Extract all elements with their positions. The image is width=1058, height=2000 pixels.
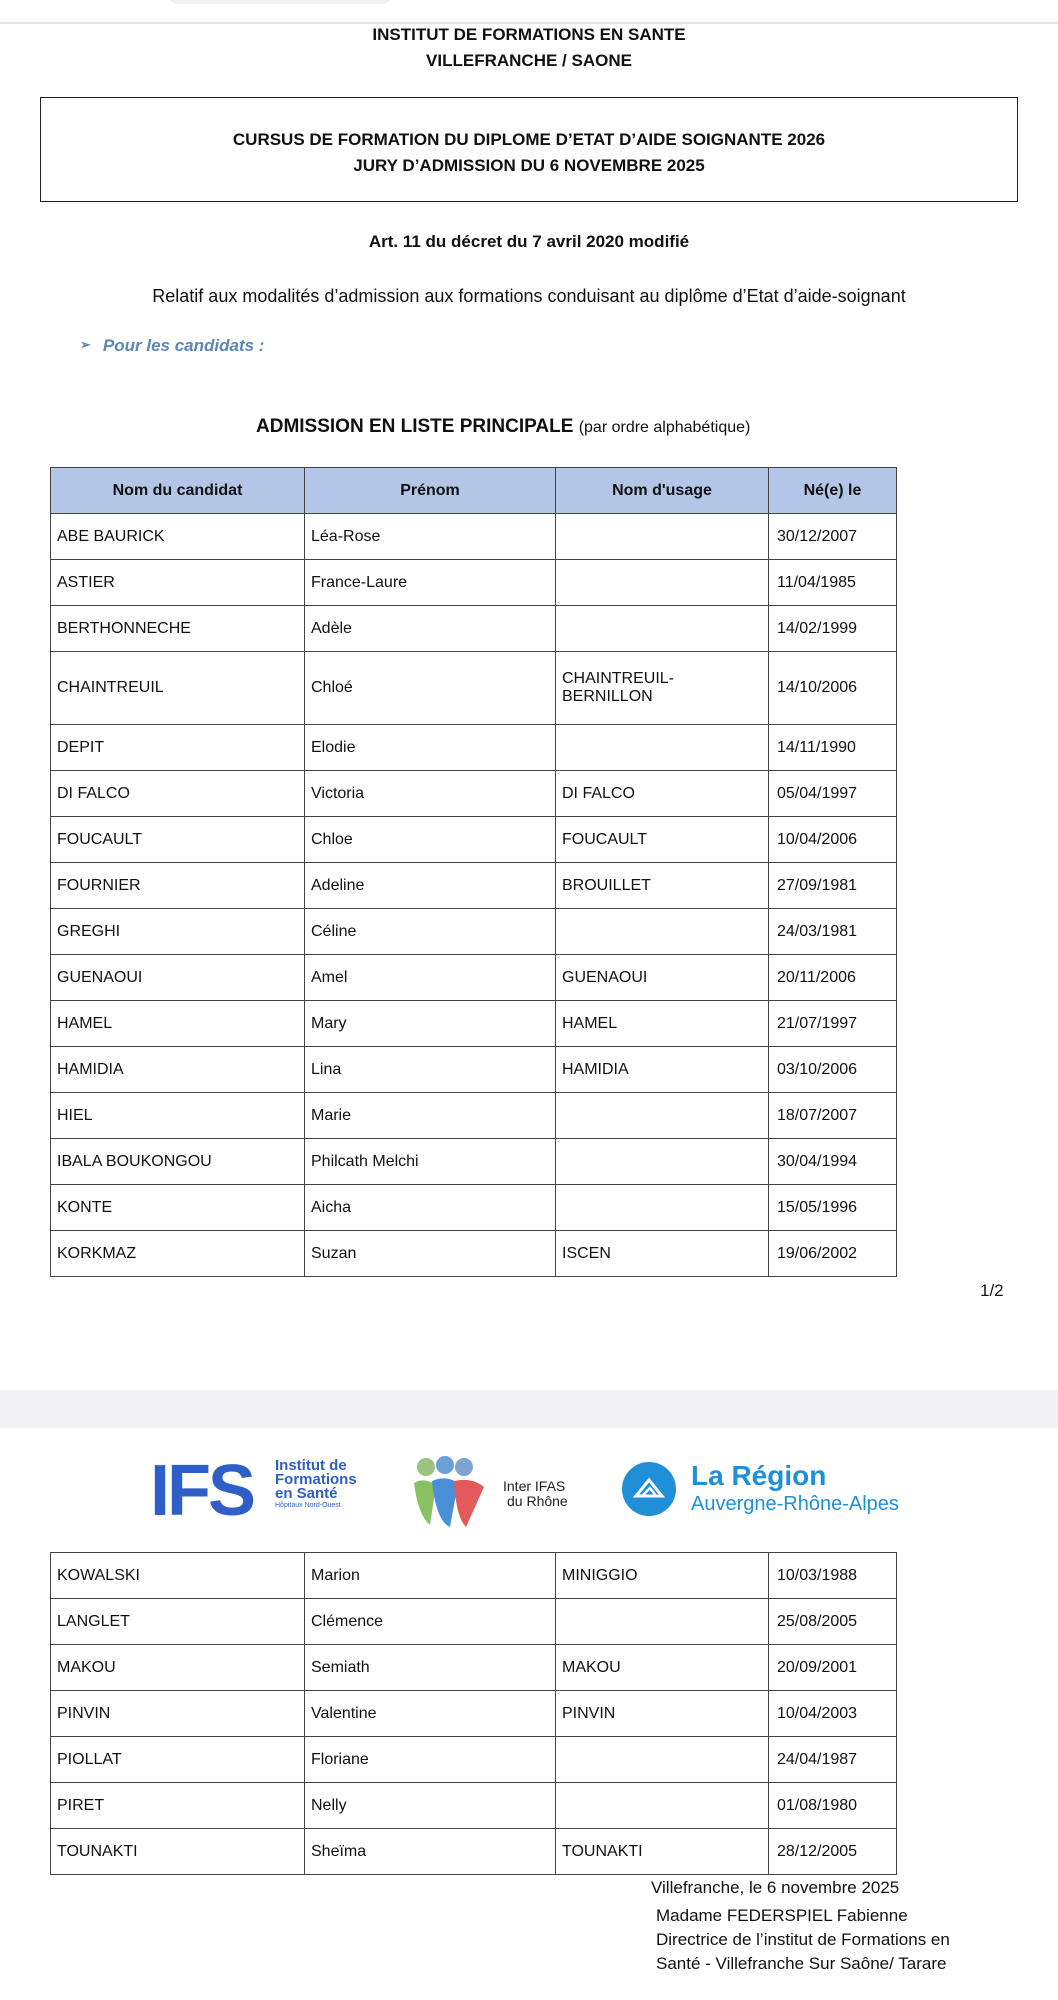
cell-prenom: Chloe [305,817,556,863]
cell-nom-usage: ISCEN [556,1231,769,1277]
title-line-1: CURSUS DE FORMATION DU DIPLOME D’ETAT D’AIDE SOIGNANTE 2026 [232,130,826,149]
cell-nom-usage [556,1185,769,1231]
cell-naissance: 20/09/2001 [769,1645,897,1691]
cell-nom-usage [556,560,769,606]
cell-nom: FOUCAULT [51,817,305,863]
cell-naissance: 27/09/1981 [769,863,897,909]
table-row [51,1829,897,1875]
cell-nom-usage [556,909,769,955]
table-row [51,1047,897,1093]
page-break-band [0,1390,1058,1428]
cell-nom-usage [556,1139,769,1185]
signature-title-line-2: Santé - Villefranche Sur Saône/ Tarare [656,1954,947,1973]
arrow-bullet-icon: ➢ [80,337,91,352]
cell-prenom: Aicha [305,1185,556,1231]
cell-naissance: 14/10/2006 [769,652,897,725]
cell-naissance: 21/07/1997 [769,1001,897,1047]
cell-naissance: 30/04/1994 [769,1139,897,1185]
cell-naissance: 05/04/1997 [769,771,897,817]
cell-prenom: Clémence [305,1599,556,1645]
cell-naissance: 14/02/1999 [769,606,897,652]
cell-naissance: 11/04/1985 [769,560,897,606]
cell-nom-usage: FOUCAULT [556,817,769,863]
column-header-nom: Nom du candidat [51,468,305,514]
cell-naissance: 14/11/1990 [769,725,897,771]
page-number: 1/2 [980,1281,1004,1300]
cell-naissance: 20/11/2006 [769,955,897,1001]
cell-prenom: France-Laure [305,560,556,606]
cell-prenom: Amel [305,955,556,1001]
cell-nom: BERTHONNECHE [51,606,305,652]
table-row [51,1093,897,1139]
cell-naissance: 28/12/2005 [769,1829,897,1875]
table-row [51,1737,897,1783]
cell-nom: KORKMAZ [51,1231,305,1277]
cell-nom-usage [556,1599,769,1645]
inter-ifas-text [503,1479,568,1509]
cell-nom: GREGHI [51,909,305,955]
cell-prenom: Lina [305,1047,556,1093]
ifs-logo-text [275,1459,357,1510]
column-header-nom-usage: Nom d'usage [556,468,769,514]
candidates-table-page1 [50,467,897,1277]
table-row [51,1553,897,1599]
cell-nom-usage [556,1737,769,1783]
table-row [51,817,897,863]
cell-nom: CHAINTREUIL [51,652,305,725]
institute-line-2: VILLEFRANCHE / SAONE [426,51,632,70]
ifs-text-line-4: Hôpitaux Nord-Ouest [275,1502,341,1509]
cell-prenom: Adeline [305,863,556,909]
cell-prenom: Valentine [305,1691,556,1737]
cell-prenom: Marie [305,1093,556,1139]
relatif-text: Relatif aux modalités d’admission aux formations conduisant au diplôme d’Etat d’aide-soignant [152,286,906,306]
cell-naissance: 18/07/2007 [769,1093,897,1139]
table-row [51,1691,897,1737]
top-tab-shape [165,0,395,4]
candidates-table-page2 [50,1552,897,1875]
table-row [51,1645,897,1691]
cell-prenom: Semiath [305,1645,556,1691]
cell-nom: KOWALSKI [51,1553,305,1599]
institute-header [0,22,1058,74]
admission-heading [256,416,750,438]
cell-prenom: Elodie [305,725,556,771]
cell-nom-usage [556,1783,769,1829]
cell-prenom: Adèle [305,606,556,652]
cell-nom: HAMIDIA [51,1047,305,1093]
table-row [51,1185,897,1231]
admission-title: ADMISSION EN LISTE PRINCIPALE [256,416,574,437]
article-reference: Art. 11 du décret du 7 avril 2020 modifié [368,232,690,251]
cell-nom-usage: BROUILLET [556,863,769,909]
cell-naissance: 19/06/2002 [769,1231,897,1277]
column-header-prenom: Prénom [305,468,556,514]
cell-nom-usage: HAMEL [556,1001,769,1047]
cell-nom: GUENAOUI [51,955,305,1001]
cell-nom-usage: PINVIN [556,1691,769,1737]
cell-prenom: Léa-Rose [305,514,556,560]
cell-naissance: 03/10/2006 [769,1047,897,1093]
cell-naissance: 10/03/1988 [769,1553,897,1599]
table-row [51,1783,897,1829]
table-row [51,1139,897,1185]
title-box [40,97,1018,202]
cell-nom: PIRET [51,1783,305,1829]
cell-nom: MAKOU [51,1645,305,1691]
table-row [51,1599,897,1645]
table-row [51,1231,897,1277]
table-row [51,955,897,1001]
signature-name: Madame FEDERSPIEL Fabienne [656,1906,908,1925]
cell-nom: DEPIT [51,725,305,771]
cell-prenom: Floriane [305,1737,556,1783]
cell-prenom: Nelly [305,1783,556,1829]
cell-prenom: Sheïma [305,1829,556,1875]
table-row [51,863,897,909]
cell-nom: KONTE [51,1185,305,1231]
cell-nom-usage [556,514,769,560]
cell-nom-usage: DI FALCO [556,771,769,817]
cell-nom-usage: TOUNAKTI [556,1829,769,1875]
table-row [51,909,897,955]
ifs-text-line-3: en Santé [275,1485,338,1502]
institute-line-1: INSTITUT DE FORMATIONS EN SANTE [372,25,686,44]
table-row [51,560,897,606]
cell-nom: PINVIN [51,1691,305,1737]
table-row [51,725,897,771]
cell-nom: HAMEL [51,1001,305,1047]
cell-naissance: 24/04/1987 [769,1737,897,1783]
inter-ifas-line-1: Inter IFAS [503,1478,566,1494]
cell-nom-usage [556,725,769,771]
table-row [51,514,897,560]
cell-nom: TOUNAKTI [51,1829,305,1875]
ifs-logo: IFS [150,1451,254,1531]
inter-ifas-line-2: du Rhône [507,1493,568,1509]
cell-nom-usage [556,606,769,652]
cell-nom: ASTIER [51,560,305,606]
admission-subtitle: (par ordre alphabétique) [578,419,751,436]
cell-prenom: Victoria [305,771,556,817]
inter-ifas-people-icon [410,1455,505,1530]
cell-nom-usage: MAKOU [556,1645,769,1691]
cell-nom-usage: MINIGGIO [556,1553,769,1599]
cell-naissance: 15/05/1996 [769,1185,897,1231]
cell-nom: FOURNIER [51,863,305,909]
cell-prenom: Marion [305,1553,556,1599]
cell-nom-usage: GUENAOUI [556,955,769,1001]
table-header-row [51,468,897,514]
table-row [51,652,897,725]
ifs-text-line-1: Institut de [275,1457,347,1474]
cell-nom: DI FALCO [51,771,305,817]
cell-naissance: 30/12/2007 [769,514,897,560]
table-row [51,1001,897,1047]
cell-nom: HIEL [51,1093,305,1139]
candidats-heading [80,336,264,356]
cell-naissance: 10/04/2003 [769,1691,897,1737]
column-header-naissance: Né(e) le [769,468,897,514]
cell-prenom: Philcath Melchi [305,1139,556,1185]
cell-naissance: 10/04/2006 [769,817,897,863]
region-name: La Région [691,1460,827,1491]
cell-prenom: Mary [305,1001,556,1047]
cell-nom-usage [556,1093,769,1139]
signature-title-line-1: Directrice de l’institut de Formations en [656,1930,950,1949]
region-logo-icon [622,1462,676,1516]
candidats-label: Pour les candidats : [102,336,265,355]
cell-nom: PIOLLAT [51,1737,305,1783]
table-row [51,771,897,817]
cell-nom: IBALA BOUKONGOU [51,1139,305,1185]
cell-nom-usage: HAMIDIA [556,1047,769,1093]
cell-nom: LANGLET [51,1599,305,1645]
cell-nom: ABE BAURICK [51,514,305,560]
ifs-text-line-2: Formations [275,1471,357,1488]
cell-naissance: 01/08/1980 [769,1783,897,1829]
cell-prenom: Chloé [305,652,556,725]
cell-prenom: Céline [305,909,556,955]
region-subname: Auvergne-Rhône-Alpes [691,1493,899,1515]
table-row [51,606,897,652]
cell-naissance: 25/08/2005 [769,1599,897,1645]
cell-prenom: Suzan [305,1231,556,1277]
cell-naissance: 24/03/1981 [769,909,897,955]
signature-place-date: Villefranche, le 6 novembre 2025 [651,1878,900,1897]
cell-nom-usage: CHAINTREUIL-BERNILLON [556,652,769,725]
title-line-2: JURY D’ADMISSION DU 6 NOVEMBRE 2025 [353,156,705,175]
